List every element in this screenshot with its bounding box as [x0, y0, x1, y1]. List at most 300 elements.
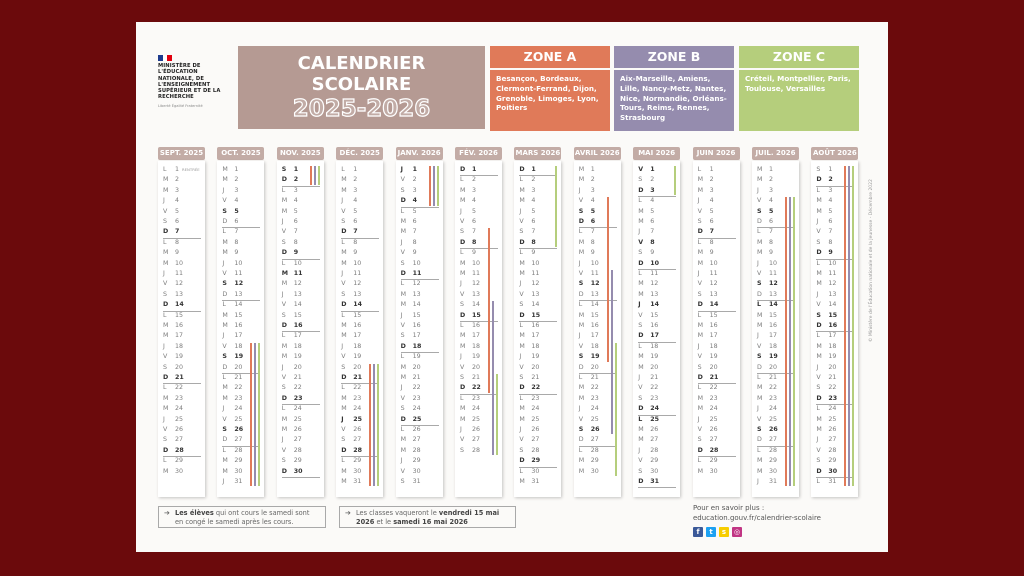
day-row: L 15 — [163, 311, 184, 319]
day-row: M 12 — [281, 280, 302, 288]
month-header: AVRIL 2026 — [574, 147, 621, 160]
day-row: D 8 — [519, 238, 557, 249]
day-row: J 18 — [341, 342, 362, 350]
day-row: M 18 — [281, 342, 302, 350]
day-row: M 24 — [341, 405, 362, 413]
day-row: V 1 — [638, 166, 655, 173]
day-row: S 29 — [816, 457, 837, 465]
ministry-name: MINISTÈRE DE L'ÉDUCATION NATIONALE, DE L'ENSEIGNEMENT SUPÉRIEUR ET DE LA RECHERCHE — [158, 63, 221, 101]
day-row: L 28 — [578, 446, 599, 454]
day-row: S 7 — [519, 228, 536, 236]
day-row: D 29 — [519, 456, 557, 467]
day-row: J 20 — [281, 363, 302, 371]
day-row: M 11 — [816, 270, 837, 277]
day-row: S 26 — [757, 426, 778, 433]
day-row: M 17 — [519, 332, 540, 340]
day-row: M 16 — [163, 322, 184, 329]
day-row: L 15 — [697, 311, 718, 319]
day-row: D 27 — [222, 435, 260, 446]
day-row: S 21 — [460, 374, 481, 381]
day-row: M 16 — [697, 322, 718, 329]
month-days — [693, 161, 740, 497]
day-row: M 22 — [757, 384, 778, 392]
month-column — [396, 147, 443, 497]
month-column — [693, 147, 740, 497]
day-row: J 4 — [163, 197, 180, 205]
day-row: J 11 — [697, 270, 718, 277]
day-row: V 4 — [222, 197, 239, 205]
day-row: L 10 — [281, 259, 302, 267]
day-row: V 14 — [281, 301, 302, 309]
day-row: S 6 — [697, 218, 714, 225]
zone-b-title: ZONE B — [614, 46, 734, 70]
day-row: V 16 — [400, 322, 421, 329]
day-row: L 9 — [519, 249, 536, 257]
day-row: J 14 — [638, 301, 659, 309]
day-row: M 12 — [816, 280, 837, 288]
day-row: M 5 — [281, 207, 298, 215]
day-row: S 27 — [341, 436, 362, 444]
day-row: D 30 — [282, 467, 320, 478]
day-row: M 17 — [460, 332, 481, 340]
day-row: J 3 — [757, 186, 774, 194]
day-row: S 14 — [460, 301, 481, 309]
day-row: M 15 — [578, 311, 599, 319]
day-row: L 1 — [697, 166, 714, 173]
day-row: S 7 — [460, 228, 477, 236]
day-row: V 4 — [757, 197, 774, 205]
day-row: M 5 — [816, 207, 833, 215]
republic-motto: Liberté Égalité Fraternité — [158, 103, 203, 108]
day-row: M 5 — [638, 207, 655, 215]
day-row: S 13 — [341, 290, 362, 298]
facebook-icon[interactable]: f — [693, 527, 703, 537]
day-row: V 6 — [519, 218, 536, 225]
day-row: M 12 — [638, 280, 659, 288]
day-row: M 4 — [519, 197, 536, 205]
day-row: M 29 — [222, 457, 243, 465]
day-row: V 7 — [281, 228, 298, 236]
day-row: V 26 — [697, 426, 718, 433]
day-row: J 13 — [281, 290, 302, 298]
day-row: D 7 — [698, 227, 736, 238]
day-row: S 15 — [281, 311, 302, 319]
calendar-poster — [136, 22, 888, 552]
day-row: M 10 — [460, 259, 481, 267]
day-row: L 25 — [638, 415, 659, 423]
month-days — [396, 161, 443, 497]
day-row: L 24 — [816, 405, 837, 413]
day-row: D 2 — [282, 175, 320, 186]
day-row: L 11 — [638, 270, 659, 277]
day-row: S 21 — [519, 374, 540, 381]
day-row: J 24 — [757, 405, 778, 413]
day-row: M 25 — [519, 415, 540, 423]
day-row: S 22 — [281, 384, 302, 392]
month-header: MARS 2026 — [514, 147, 561, 160]
day-row: J 4 — [697, 197, 714, 205]
zone-a-cities: Besançon, Bordeaux, Clermont-Ferrand, Dijon, Grenoble, Limoges, Lyon, Poitiers — [490, 70, 610, 131]
day-row: D 13 — [222, 290, 260, 301]
day-row: M 15 — [757, 311, 778, 319]
day-row: D 20 — [579, 363, 617, 374]
day-row: L 29 — [697, 457, 718, 465]
day-row: V 21 — [281, 374, 302, 381]
day-row: S 12 — [757, 280, 778, 288]
day-row: M 26 — [638, 426, 659, 433]
day-row: M 27 — [638, 436, 659, 444]
day-row: L 17 — [281, 332, 302, 340]
day-row: M 7 — [400, 228, 417, 236]
more-info-url[interactable]: education.gouv.fr/calendrier-scolaire — [693, 514, 821, 522]
day-row: M 19 — [816, 353, 837, 361]
day-row: L 14 — [757, 301, 778, 309]
day-row: L 2 — [460, 176, 477, 184]
day-row: M 4 — [816, 197, 833, 205]
day-row: L 28 — [222, 446, 243, 454]
day-row: M 26 — [816, 426, 837, 433]
day-row: S 14 — [519, 301, 540, 309]
day-row: D 20 — [757, 363, 795, 374]
day-row: M 13 — [400, 290, 421, 298]
vacation-bar-zone-c — [615, 343, 617, 476]
day-row: M 24 — [519, 405, 540, 413]
day-row: D 30 — [816, 467, 854, 478]
day-row: J 17 — [578, 332, 599, 340]
day-row: V 25 — [757, 415, 778, 423]
day-row: S 20 — [697, 363, 718, 371]
day-row: L 3 — [816, 186, 833, 194]
day-row: D 8 — [460, 238, 498, 249]
day-row: D 14 — [163, 300, 201, 311]
day-row: S 26 — [222, 426, 244, 433]
day-row: M 9 — [163, 249, 180, 257]
month-column — [514, 147, 561, 497]
day-row: M 19 — [281, 353, 302, 361]
note-may-date1: vendredi 15 mai 2026 — [356, 509, 500, 526]
day-row: L 15 — [341, 311, 362, 319]
day-row: M 25 — [281, 415, 302, 423]
day-row: V 11 — [222, 270, 243, 277]
day-row: M 20 — [400, 363, 421, 371]
day-row: M 26 — [281, 426, 302, 433]
day-row: M 4 — [281, 197, 298, 205]
month-column — [277, 147, 324, 497]
day-row: M 20 — [638, 363, 659, 371]
month-days — [514, 161, 561, 497]
day-row: J 25 — [163, 415, 184, 423]
day-row: J 22 — [400, 384, 421, 392]
day-row: M 17 — [163, 332, 184, 340]
month-days — [336, 161, 383, 497]
day-row: J 26 — [519, 426, 540, 433]
day-row: S 16 — [638, 322, 659, 329]
day-row: J 20 — [816, 363, 837, 371]
day-row: V 28 — [816, 446, 837, 454]
day-row: D 3 — [638, 186, 676, 197]
day-row: S 10 — [400, 259, 421, 267]
zone-c-title: ZONE C — [739, 46, 859, 70]
day-row: M 3 — [697, 186, 714, 194]
day-row: D 1 — [460, 165, 498, 176]
day-row: L 8 — [163, 238, 180, 246]
month-header: OCT. 2025 — [217, 147, 264, 160]
day-row: D 15 — [519, 311, 557, 322]
day-row: J 12 — [460, 280, 481, 288]
day-row: M 30 — [222, 467, 243, 475]
day-row: M 21 — [400, 374, 421, 381]
day-row: V 19 — [341, 353, 362, 361]
day-row: D 14 — [698, 300, 736, 311]
day-row: J 31 — [222, 478, 243, 485]
vacation-bar-zone-b — [254, 343, 256, 487]
day-row: S 20 — [163, 363, 184, 371]
day-row: S 17 — [400, 332, 421, 340]
day-row: L 22 — [163, 384, 184, 392]
month-days — [455, 161, 502, 497]
day-row: J 18 — [163, 342, 184, 350]
month-column — [811, 147, 858, 497]
day-row: M 30 — [697, 467, 718, 475]
day-row: V 2 — [400, 176, 417, 184]
day-row: M 24 — [697, 405, 718, 413]
twitter-icon[interactable]: t — [706, 527, 716, 537]
day-row: M 1 — [578, 166, 595, 173]
zone-a-box — [490, 46, 610, 129]
day-row: V 20 — [519, 363, 540, 371]
day-row: M 3 — [460, 186, 477, 194]
day-row: J 11 — [341, 270, 362, 277]
day-row: S 13 — [697, 290, 718, 298]
more-info-label: Pour en savoir plus : — [693, 504, 765, 512]
month-header: DÉC. 2025 — [336, 147, 383, 160]
day-row: V 29 — [638, 457, 659, 465]
day-row: D 21 — [163, 373, 201, 384]
day-row: V 18 — [757, 342, 778, 350]
day-row: J 7 — [638, 228, 655, 236]
vacation-bar-zone-a — [250, 343, 252, 487]
day-row: J 26 — [460, 426, 481, 433]
day-row: M 10 — [697, 259, 718, 267]
day-row: J 31 — [757, 478, 778, 485]
day-row: J 4 — [341, 197, 358, 205]
day-row: D 20 — [222, 363, 260, 374]
day-row: D 9 — [816, 248, 854, 259]
day-row: J 27 — [281, 436, 302, 444]
day-row: D 11 — [401, 269, 439, 280]
day-row: L 26 — [400, 426, 421, 433]
day-row: D 22 — [460, 383, 498, 394]
title-years: 2025-2026 — [292, 96, 431, 122]
more-info — [693, 503, 821, 523]
day-row: L 2 — [519, 176, 536, 184]
day-row: M 19 — [638, 353, 659, 361]
day-row: J 10 — [757, 259, 778, 267]
day-row: V 19 — [163, 353, 184, 361]
month-header: JUIL. 2026 — [752, 147, 799, 160]
vacation-bar-zone-b — [433, 166, 435, 206]
day-row: M 18 — [519, 342, 540, 350]
day-row: V 27 — [519, 436, 540, 444]
day-row: J 10 — [578, 259, 599, 267]
day-row: M 2 — [341, 176, 358, 184]
day-row: D 27 — [757, 435, 795, 446]
day-row: L 16 — [460, 322, 481, 329]
month-header: AOÛT 2026 — [811, 147, 858, 160]
day-row: L 18 — [638, 342, 659, 350]
day-row: V 5 — [163, 207, 180, 215]
day-row: V 18 — [578, 342, 599, 350]
day-row: M 9 — [757, 249, 774, 257]
day-row: L 23 — [519, 394, 540, 402]
day-row: M 2 — [163, 176, 180, 184]
day-row: D 7 — [341, 227, 379, 238]
day-row: D 28 — [163, 446, 201, 457]
note-saturday-lead: Les élèves — [175, 509, 214, 517]
month-header: JUIN 2026 — [693, 147, 740, 160]
day-row: S 6 — [341, 218, 358, 225]
day-row: D 6 — [757, 217, 795, 228]
day-row: M 16 — [222, 322, 243, 329]
day-row: M 24 — [163, 405, 184, 413]
day-row: V 14 — [816, 301, 837, 309]
day-row: S 20 — [341, 363, 362, 371]
vacation-bar-zone-c — [318, 166, 320, 185]
day-row: D 28 — [341, 446, 379, 457]
month-days — [217, 161, 264, 497]
day-row: S 24 — [400, 405, 421, 413]
vacation-bar-zone-b — [314, 166, 316, 185]
day-row: L 8 — [341, 238, 358, 246]
day-row: J 17 — [222, 332, 243, 340]
day-row: M 30 — [757, 467, 778, 475]
day-row: J 17 — [757, 332, 778, 340]
day-row: J 19 — [519, 353, 540, 361]
day-row: L 22 — [697, 384, 718, 392]
vacation-bar-zone-b — [789, 197, 791, 486]
vacation-bar-zone-a — [369, 364, 371, 487]
day-row: M 8 — [578, 238, 595, 246]
day-row: V 22 — [638, 384, 659, 392]
instagram-icon[interactable]: ◎ — [733, 528, 741, 536]
day-row: L 7 — [578, 228, 595, 236]
month-header: JANV. 2026 — [396, 147, 443, 160]
day-row: V 4 — [578, 197, 595, 205]
day-row: S 13 — [163, 290, 184, 298]
day-row: M 11 — [281, 270, 303, 277]
day-row: M 29 — [757, 457, 778, 465]
month-column — [574, 147, 621, 497]
day-row: V 11 — [578, 270, 599, 277]
day-row: V 26 — [341, 426, 362, 433]
title-line1: CALENDRIER — [297, 53, 426, 74]
day-row: L 30 — [519, 467, 540, 475]
month-column — [752, 147, 799, 497]
day-row: V 20 — [460, 363, 481, 371]
day-row: M 9 — [697, 249, 714, 257]
day-row: S 29 — [281, 457, 302, 465]
day-row: V 18 — [222, 342, 243, 350]
day-row: D 16 — [282, 321, 320, 332]
day-row: J 5 — [460, 207, 477, 215]
day-row: S 5 — [222, 207, 239, 215]
day-row: D 13 — [579, 290, 617, 301]
day-row: S 5 — [757, 207, 774, 215]
day-row: J 29 — [400, 457, 421, 465]
day-row: V 26 — [163, 426, 184, 433]
vacation-bar-zone-a — [785, 197, 787, 486]
day-row: S 27 — [697, 436, 718, 444]
day-row: V 25 — [578, 415, 599, 423]
day-row: J 8 — [400, 238, 417, 246]
day-row: S 26 — [578, 426, 600, 433]
day-row: M 28 — [400, 446, 421, 454]
vacation-bar-zone-a — [310, 166, 312, 185]
day-row: D 1 — [519, 165, 557, 176]
day-row: M 18 — [816, 342, 837, 350]
day-row: M 3 — [163, 186, 180, 194]
day-row: D 6 — [579, 217, 617, 228]
day-row: L 17 — [816, 332, 837, 340]
arrow-icon: ➔ — [345, 509, 351, 517]
day-row: M 29 — [578, 457, 599, 465]
day-row: J 10 — [222, 259, 243, 267]
month-column — [633, 147, 680, 497]
day-row: D 31 — [638, 477, 676, 488]
day-row: D 21 — [341, 373, 379, 384]
day-row: S 19 — [757, 353, 778, 361]
zone-c-box — [739, 46, 859, 129]
month-days — [633, 161, 680, 497]
day-row: L 4 — [638, 197, 655, 205]
day-row: S 30 — [638, 467, 659, 475]
day-row: M 22 — [222, 384, 243, 392]
note-may — [339, 506, 516, 528]
day-row: S 23 — [638, 394, 659, 402]
day-row: D 27 — [579, 435, 617, 446]
day-row: L 16 — [519, 322, 540, 329]
day-row: J 25 — [341, 415, 362, 423]
snapchat-icon[interactable]: s — [719, 527, 729, 537]
note-may-text: Les classes vaqueront le — [356, 509, 439, 517]
day-row: M 30 — [341, 467, 362, 475]
day-row: J 6 — [816, 218, 833, 225]
day-row: L 1 RENTRÉE — [163, 166, 200, 173]
day-row: J 25 — [697, 415, 718, 423]
vacation-bar-zone-c — [555, 166, 557, 247]
month-days — [277, 161, 324, 497]
day-row: S 8 — [281, 238, 298, 246]
ministry-logo — [158, 55, 230, 108]
day-row: L 1 — [341, 166, 358, 173]
day-row: M 4 — [460, 197, 477, 205]
note-may-mid: et le — [374, 518, 394, 526]
vacation-bar-zone-c — [377, 364, 379, 487]
month-days — [811, 161, 858, 497]
title-block — [238, 46, 485, 129]
day-row: V 27 — [460, 436, 481, 444]
day-row: D 14 — [341, 300, 379, 311]
day-row: J 13 — [816, 290, 837, 298]
vacation-bar-zone-a — [429, 166, 431, 206]
day-row: M 16 — [341, 322, 362, 329]
day-row: V 7 — [816, 228, 833, 236]
day-row: M 11 — [519, 270, 540, 277]
day-row: S 1 — [816, 166, 833, 173]
vacation-bar-zone-c — [437, 166, 439, 206]
day-row: J 1 — [400, 166, 417, 173]
day-row: S 8 — [816, 238, 833, 246]
